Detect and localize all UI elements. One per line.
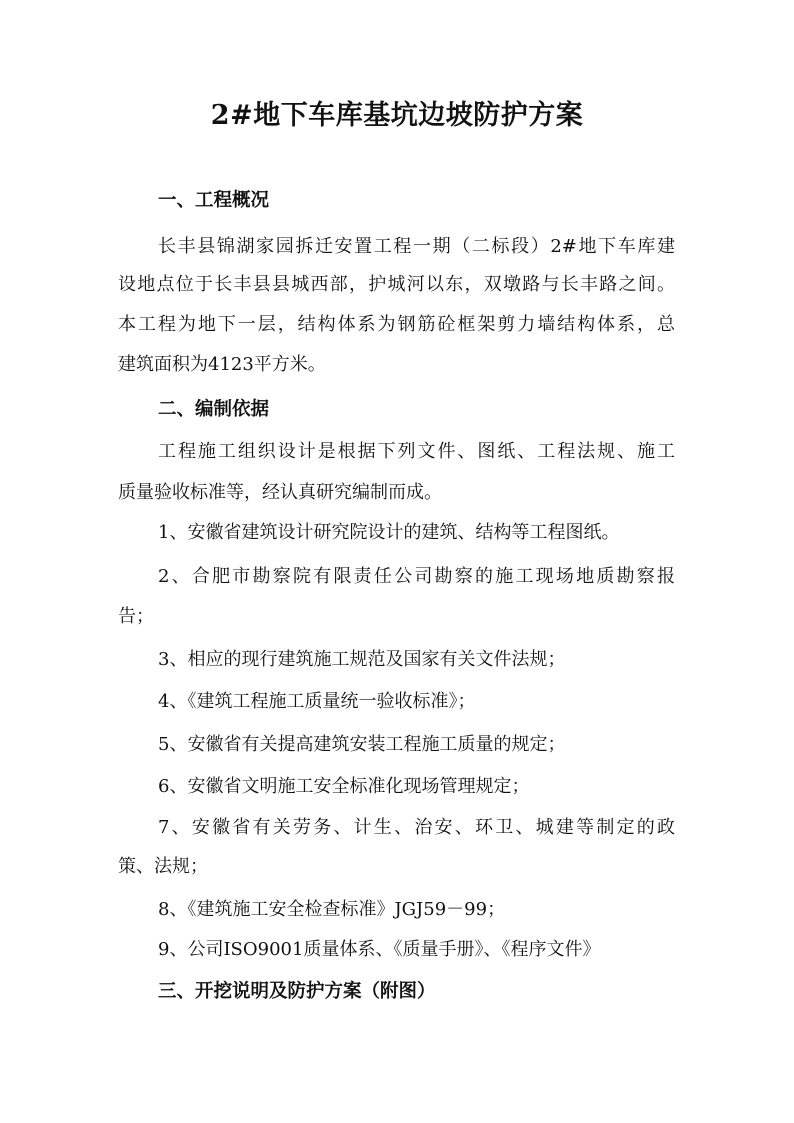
list-item-1: 1、安徽省建筑设计研究院设计的建筑、结构等工程图纸。 — [158, 522, 620, 543]
paragraph-line: 长丰县锦湖家园拆迁安置工程一期（二标段）2#地下车库建 — [158, 236, 675, 257]
paragraph-line: 质量验收标准等，经认真研究编制而成。 — [118, 482, 442, 503]
list-item-7-continued: 策、法规； — [118, 856, 208, 877]
paragraph-line: 工程施工组织设计是根据下列文件、图纸、工程法规、施工 — [158, 441, 675, 462]
list-item-2: 2、合肥市勘察院有限责任公司勘察的施工现场地质勘察报 — [158, 566, 675, 587]
section-heading-excavation: 三、开挖说明及防护方案（附图） — [158, 981, 436, 1002]
list-item-2-continued: 告； — [118, 606, 154, 627]
paragraph-line: 建筑面积为4123平方米。 — [118, 354, 326, 375]
list-item-4: 4、《建筑工程施工质量统一验收标准》； — [158, 691, 476, 712]
paragraph-line: 设地点位于长丰县县城西部，护城河以东，双墩路与长丰路之间。 — [118, 274, 675, 295]
list-item-8: 8、《建筑施工安全检查标准》JGJ59－99； — [158, 899, 506, 920]
section-heading-overview: 一、工程概况 — [158, 190, 270, 211]
list-item-6: 6、安徽省文明施工安全标准化现场管理规定； — [158, 776, 530, 797]
section-heading-basis: 二、编制依据 — [158, 399, 270, 420]
list-item-5: 5、安徽省有关提高建筑安装工程施工质量的规定； — [158, 734, 566, 755]
document-title: 2#地下车库基坑边坡防护方案 — [210, 100, 584, 131]
paragraph-line: 本工程为地下一层，结构体系为钢筋砼框架剪力墙结构体系，总 — [118, 314, 675, 335]
list-item-7: 7、安徽省有关劳务、计生、治安、环卫、城建等制定的政 — [158, 817, 675, 838]
list-item-9: 9、公司ISO9001质量体系、《质量手册》、《程序文件》 — [158, 939, 601, 960]
list-item-3: 3、相应的现行建筑施工规范及国家有关文件法规； — [158, 649, 566, 670]
